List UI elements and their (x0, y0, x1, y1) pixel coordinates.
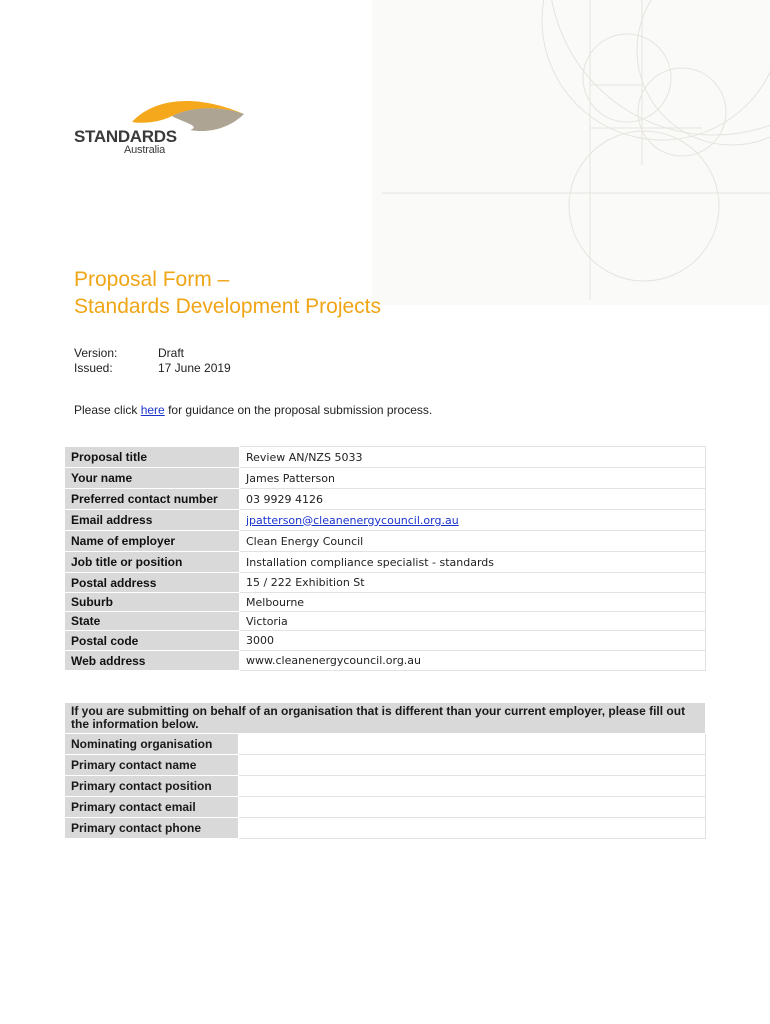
logo-wordmark: STANDARDS (74, 127, 177, 146)
field-label: Web address (65, 651, 240, 671)
page-title (74, 266, 381, 320)
table-row (65, 797, 706, 818)
field-label: Primary contact phone (65, 818, 239, 839)
table-row (65, 468, 706, 489)
field-label: Primary contact email (65, 797, 239, 818)
field-value[interactable]: Melbourne (240, 593, 706, 612)
field-value[interactable]: www.cleanenergycouncil.org.au (240, 651, 706, 671)
geometric-circles-graphic (372, 0, 770, 305)
field-label: Name of employer (65, 531, 240, 552)
field-value[interactable]: Review AN/NZS 5033 (240, 447, 706, 468)
table-header-row (65, 703, 706, 734)
field-label: Postal code (65, 631, 240, 651)
field-label: State (65, 612, 240, 631)
field-value[interactable]: Victoria (240, 612, 706, 631)
empty-input-cell[interactable] (239, 776, 706, 797)
issued-label: Issued: (74, 361, 113, 375)
proposal-details-table (64, 446, 706, 671)
table-row (65, 755, 706, 776)
issued-value: 17 June 2019 (158, 361, 231, 375)
table-row (65, 489, 706, 510)
field-label: Postal address (65, 573, 240, 593)
field-label: Job title or position (65, 552, 240, 573)
table-row (65, 612, 706, 631)
field-label: Nominating organisation (65, 734, 239, 755)
empty-input-cell[interactable] (239, 797, 706, 818)
table-row (65, 651, 706, 671)
field-label: Email address (65, 510, 240, 531)
email-link[interactable]: jpatterson@cleanenergycouncil.org.au (246, 513, 459, 527)
field-label: Proposal title (65, 447, 240, 468)
version-label: Version: (74, 346, 118, 360)
empty-input-cell[interactable] (239, 734, 706, 755)
organisation-instructions: If you are submitting on behalf of an organisation that is different than your current employer, please fill out the information below. (65, 703, 706, 734)
table-row (65, 631, 706, 651)
document-meta (74, 346, 231, 376)
table-row (65, 818, 706, 839)
table-row (65, 776, 706, 797)
field-label: Primary contact name (65, 755, 239, 776)
field-value[interactable]: 3000 (240, 631, 706, 651)
field-value[interactable]: Clean Energy Council (240, 531, 706, 552)
field-label: Preferred contact number (65, 489, 240, 510)
table-row (65, 531, 706, 552)
guidance-prefix: Please click (74, 403, 141, 417)
standards-australia-logo (72, 92, 252, 162)
logo-subtitle: Australia (124, 144, 165, 156)
field-value[interactable]: James Patterson (240, 468, 706, 489)
field-label: Your name (65, 468, 240, 489)
table-row (65, 510, 706, 531)
title-line-2: Standards Development Projects (74, 295, 381, 318)
field-value[interactable] (240, 510, 706, 531)
guidance-text (74, 403, 432, 417)
table-row (65, 447, 706, 468)
field-value[interactable]: 15 / 222 Exhibition St (240, 573, 706, 593)
nominating-organisation-table (64, 702, 706, 839)
decorative-background (372, 0, 770, 305)
empty-input-cell[interactable] (239, 755, 706, 776)
field-label: Primary contact position (65, 776, 239, 797)
table-row (65, 573, 706, 593)
field-label: Suburb (65, 593, 240, 612)
guidance-link[interactable]: here (140, 403, 165, 417)
guidance-suffix: for guidance on the proposal submission process. (164, 403, 433, 417)
version-value: Draft (158, 346, 185, 360)
table-row (65, 552, 706, 573)
table-row (65, 734, 706, 755)
empty-input-cell[interactable] (239, 818, 706, 839)
field-value[interactable]: Installation compliance specialist - standards (240, 552, 706, 573)
table-row (65, 593, 706, 612)
field-value[interactable]: 03 9929 4126 (240, 489, 706, 510)
title-line-1: Proposal Form – (74, 268, 230, 291)
